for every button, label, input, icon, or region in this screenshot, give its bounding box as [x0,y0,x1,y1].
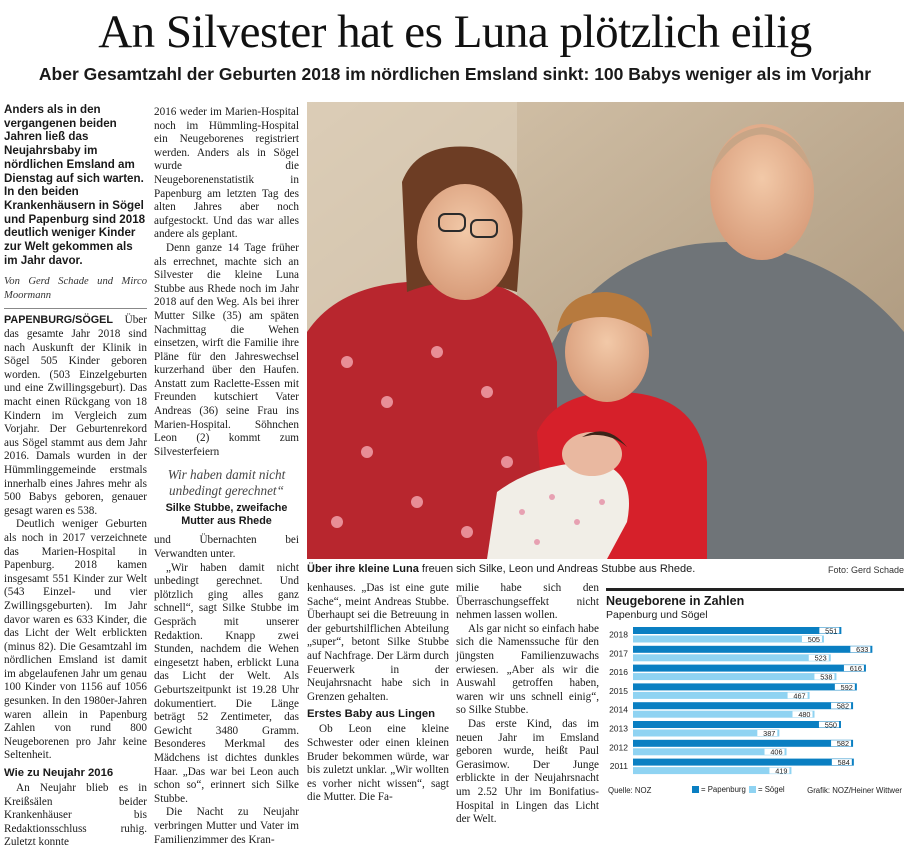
body-paragraph: „Wir haben damit nicht unbedingt gerechnet. Und plötzlich ging alles ganz schnell“, sagt Silke Stubbe im Gespräch mit unserer Redaktion. Knapp zwei Stunden, nachdem die Wehen eingesetzt haben, erblickt Luna das Licht der Welt. Als Geburtszeitpunkt ist 19.28 Uhr dokumentiert. Die Länge beträgt 52 Zentimeter, das Gewicht 3480 Gramm. Besonderes Merkmal des Mädchens ist dichtes dunkles Haar. „Das war bei Leon auch schon so“, erinnert sich Silke Stubbe. [154,561,299,805]
bar-sögel [633,711,815,718]
bar-papenburg [633,683,857,690]
caption-text: freuen sich Silke, Leon und Andreas Stubbe aus Rhede. [418,563,696,575]
body-paragraph: Das erste Kind, das im neuen Jahr im Emsland geboren wurde, heißt Paul Gerasimow. Der Junge erblickte in der Neujahrsnacht um 2.52 Uhr im Bonifatius-Hospital in Lingen das Licht der Welt. [456,717,599,826]
pull-quote-text: Wir haben damit nicht unbedingt gerechnet“ [167,467,286,498]
body-text: Über das gesamte Jahr 2018 sind nach Auskunft der Klinik in Sögel 505 Kinder geboren worden. (503 Einzelgeburten und eine Zwillingsgeburt). Das macht einen Rückgang von 18 Kindern im Vergleich zum Vorjahr. Der Geburtenrekord aus Sögel stammt aus dem Jahr 2016. Damals wurden in der Hümmlinggemeinde erstmals innerhalb eines Jahres mehr als 500 Babys geboren, genauer gesagt waren es 538. [4,314,147,517]
article-column-2 [154,106,299,847]
bar-papenburg [633,646,872,653]
bar-papenburg [633,759,854,766]
value-label: 387 [763,728,776,738]
body-paragraph: kenhauses. „Das ist eine gute Sache“, meint Andreas Stubbe. Überhaupt sei die Betreuung in der geburtshilflichen Abteilung „super“, betont Silke Stubbe auf Nachfrage. Der Lärm durch Feuerwerk in der Neujahrsnacht habe sich in Grenzen gehalten. [307,582,449,703]
lead-paragraph: Anders als in den vergangenen beiden Jahren ließ das Neujahrsbaby im nördlichen Emsland am Dienstag auf sich warten. In den beiden Krankenhäusern in Sögel und Papenburg sind 2018 deutlich weniger Kinder zur Welt gekommen als im Jahr davor. [4,103,146,267]
year-label: 2013 [609,723,628,734]
pull-quote [154,467,299,528]
bar-sögel [633,692,810,699]
bar-sögel [633,767,791,774]
body-paragraph: milie habe sich den Überraschungseffekt nicht nehmen lassen wollen. [456,582,599,622]
legend-swatch-soegel [749,786,756,793]
body-paragraph: Ob Leon eine kleine Schwester oder einen kleinen Bruder bekommen würde, war bis zuletzt unklar. „Wir wollten es vorher nicht wissen“, sagt die Mutter. Die Fa- [307,723,449,804]
value-label: 616 [849,664,862,673]
value-label: 551 [825,626,838,636]
body-paragraph: und Übernachten bei Verwandten unter. [154,534,299,561]
value-label: 592 [840,682,853,692]
bar-papenburg [633,665,866,672]
year-label: 2017 [609,648,628,659]
value-label: 523 [814,653,827,663]
bar-sögel [633,654,831,661]
body-paragraph [4,314,147,518]
bar-papenburg [633,627,841,634]
bar-papenburg [633,740,853,747]
value-label: 406 [770,747,783,757]
bar-sögel [633,673,836,680]
pull-quote-source: Silke Stubbe, zweifache Mutter aus Rhede [165,502,288,528]
births-infobox [606,588,904,800]
value-label: 633 [856,645,869,655]
value-label: 582 [836,739,850,749]
bar-papenburg [633,702,853,709]
year-label: 2018 [609,629,628,640]
family-photo-illustration [307,102,904,559]
year-label: 2012 [609,742,628,753]
value-label: 584 [837,758,850,767]
graphic-credit: Grafik: NOZ/Heiner Wittwer [807,786,902,795]
caption-bold: Über ihre kleine Luna [307,563,419,575]
legend-swatch-papenburg [692,786,699,793]
value-label: 550 [824,720,837,730]
divider [4,308,147,309]
body-paragraph: 2016 weder im Marien-Hospital noch im Hümmling-Hospital ein Neugeborenes registriert werden. Anders als in Sögel wurde die Neugeborenenstatistik in Papenburg am letzten Tag des alten Jahres aber noch aufgestockt. Und das war alles andere als geplant. [154,106,299,241]
subheading: Erstes Baby aus Lingen [307,708,436,721]
year-label: 2015 [609,685,628,696]
body-paragraph: Deutlich weniger Geburten als noch in 2017 verzeichnete das Marien-Hospital in Papenburg. 2018 kamen insgesamt 551 Kinder zur Welt (543 Einzel- und vier Zwillingsgeburten). Im Jahr davor waren es 633 Kinder, die das Licht der Welt erblickten (minus 82). Die Gesamtzahl im nördlichen Emsland ist damit im abgelaufenen Jahr um genau 100 Kinder von 1156 auf 1056 gesunken. In den 1980er-Jahren waren allein in Papenburg Zahlen von rund 800 Neugeborenen pro Jahr keine Seltenheit. [4,518,147,762]
value-label: 538 [820,672,833,682]
year-label: 2014 [609,704,628,715]
value-label: 480 [798,710,811,720]
bar-papenburg [633,721,841,728]
article-column-1 [4,103,147,850]
body-paragraph: Als gar nicht so einfach habe sich die Namenssuche für den jüngsten Familienzuwachs erwiesen. „Aber als wir die Auswahl getroffen haben, waren wir uns schnell einig“, so Silke Stubbe. [456,622,599,717]
bar-sögel [633,748,787,755]
photo-credit: Foto: Gerd Schade [827,565,904,575]
body-paragraph: An Neujahr blieb es in Kreißsälen beider Krankenhäuser bis Redaktionsschluss ruhig. Zuletzt konnte [4,782,147,849]
value-label: 419 [775,766,788,776]
body-paragraph: Die Nacht zu Neujahr verbringen Mutter und Vater im Familienzimmer des Kran- [154,806,299,846]
photo-caption [307,562,904,576]
subheading: Wie zu Neujahr 2016 [4,767,114,780]
headline: An Silvester hat es Luna plötzlich eilig [98,6,812,58]
value-label: 505 [807,634,820,644]
value-label: 582 [836,701,850,711]
dateline: PAPENBURG/SÖGEL [4,314,113,327]
bar-sögel [633,636,824,643]
subheadline: Aber Gesamtzahl der Geburten 2018 im nördlichen Emsland sinkt: 100 Babys weniger als im Vorjahr [38,64,872,84]
value-label: 467 [793,691,806,701]
body-paragraph: Denn ganze 14 Tage früher als errechnet, machte sich an Silvester die kleine Luna Stubbe aus Rhede noch im Jahr 2018 auf den Weg. Als bei ihrer Mutter Silke (35) am späten Nachmittag die Wehen einsetzen, wirft die Familie ihre Pläne für den Jahreswechsel kurzerhand über den Haufen. Anstatt zum Raclette-Essen mit Freunden kutschiert Vater Andreas (36) seine Frau ins Marien-Hospital. Söhnchen Leon (2) kommt zum Silvesterfeiern [154,241,299,458]
article-column-3 [307,582,449,805]
year-label: 2016 [609,667,628,678]
legend-label-soegel: = Sögel [758,785,785,794]
article-column-4 [456,582,599,827]
source-label: Quelle: NOZ [608,786,652,795]
family-photo [307,102,904,559]
byline: Von Gerd Schade und Mirco Moormann [4,276,147,301]
births-bar-chart [606,625,904,775]
infobox-subtitle: Papenburg und Sögel [606,609,708,621]
year-label: 2011 [609,761,628,772]
legend-label-papenburg: = Papenburg [701,785,746,794]
infobox-title: Neugeborene in Zahlen [606,594,745,608]
